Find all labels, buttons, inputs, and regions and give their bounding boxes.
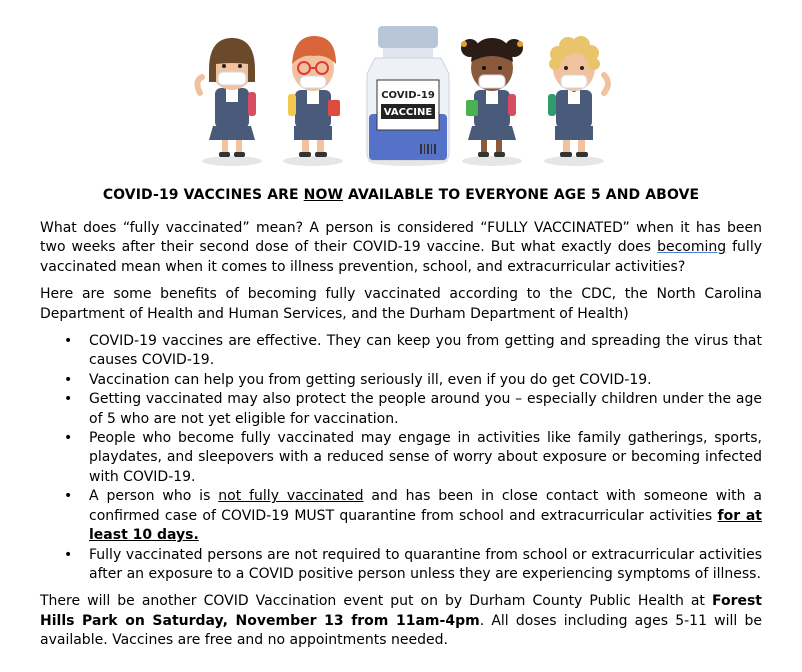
vaccine-vial	[367, 26, 449, 160]
intro-text-1: What does “fully vaccinated” mean? A person is considered “FULLY VACCINATED” when it has been two weeks after their second dose of their COVID-19 vaccine. But what exactly does	[40, 220, 762, 256]
intro-underlined-word: becoming	[657, 239, 727, 256]
child-girl-curly-hair	[461, 38, 523, 157]
bullet5-bold: for at least 10 days.	[89, 507, 762, 544]
bullet5-pre: A person who is	[89, 488, 219, 505]
page-title	[0, 187, 802, 203]
benefits-intro-paragraph: Here are some benefits of becoming fully vaccinated according to the CDC, the North Carolina Department of Health and Human Services, and the Durham Department of Health)	[40, 286, 762, 322]
list-item: • Getting vaccinated may also protect the people around you – especially children under the age of 5 who are not yet eligible for vaccination.	[89, 390, 762, 429]
kids-vaccine-illustration	[180, 18, 630, 173]
intro-text-2: fully vaccinated mean when it comes to illness prevention, school, and extracurricular activities?	[40, 239, 762, 275]
vial-label-line2: VACCINE	[383, 107, 433, 118]
title-part2: AVAILABLE TO EVERYONE AGE 5 AND ABOVE	[343, 187, 700, 203]
list-item: • Fully vaccinated persons are not required to quarantine from school or extracurricular activities after an exposure to a COVID positive person unless they are experiencing symptoms of illness.	[89, 546, 762, 585]
benefits-list	[40, 332, 762, 584]
bullet5-underlined: not fully vaccinated	[218, 488, 364, 505]
vial-label-line1: COVID-19	[381, 90, 435, 101]
event-text-post: . All doses including ages 5-11 will be available. Vaccines are free and no appointments needed.	[40, 612, 762, 649]
document-body	[40, 219, 762, 659]
list-item: • Vaccination can help you from getting seriously ill, even if you do get COVID-19.	[89, 371, 762, 390]
bullet5-mid: and has been in close contact with someone with a confirmed case of COVID-19 MUST quarantine from school and extracurricular activities	[89, 488, 762, 524]
child-boy-blond-hair	[548, 36, 608, 157]
title-part1: COVID-19 VACCINES ARE	[102, 187, 304, 203]
child-boy-glasses	[288, 36, 340, 157]
event-text-pre: There will be another COVID Vaccination event put on by Durham County Public Health at	[40, 593, 712, 610]
list-item: • People who become fully vaccinated may engage in activities like family gatherings, sports, playdates, and sleepovers with a reduced sense of worry about exposure or becoming infected with COVID-19.	[89, 429, 762, 487]
list-item	[89, 487, 762, 545]
intro-paragraph	[40, 219, 762, 277]
event-location-date: Forest Hills Park on Saturday, November 13 from 11am-4pm	[40, 593, 762, 629]
list-item: • COVID-19 vaccines are effective. They can keep you from getting and spreading the virus that causes COVID-19.	[89, 332, 762, 371]
title-emphasis: NOW	[303, 187, 344, 203]
child-girl-brown-hair	[197, 38, 256, 157]
event-paragraph	[40, 592, 762, 650]
